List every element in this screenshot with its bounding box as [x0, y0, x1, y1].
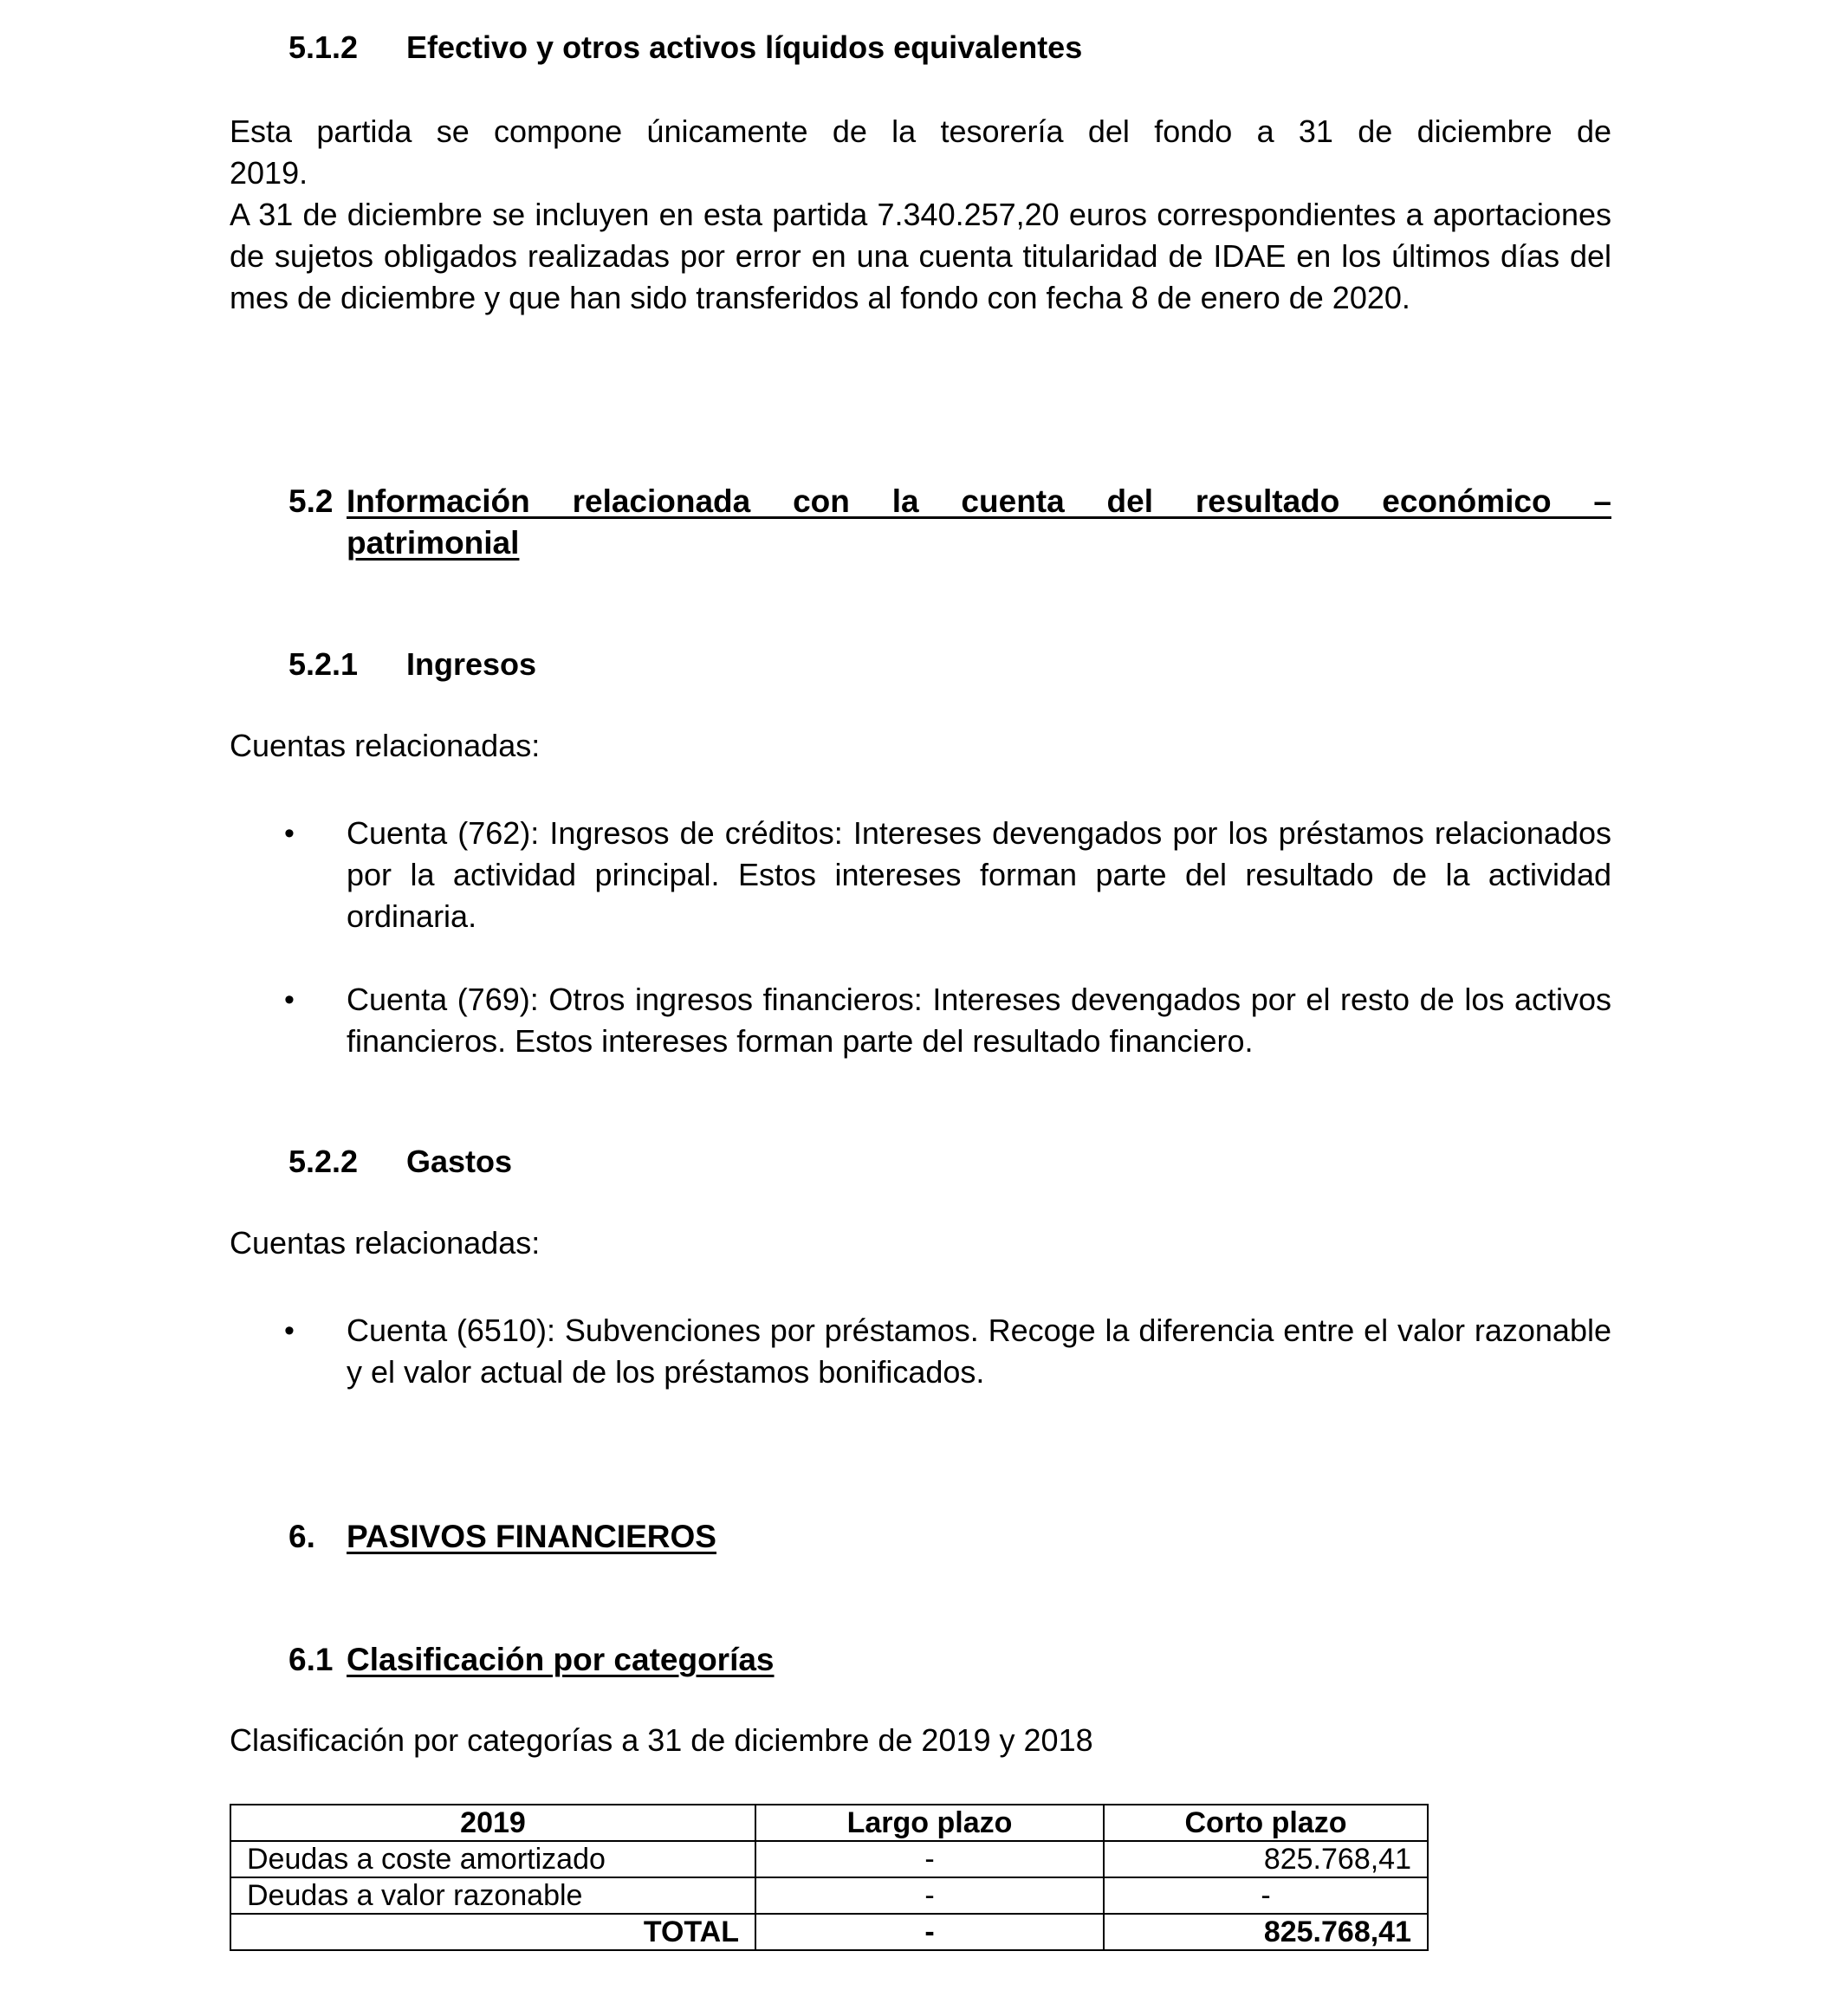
section-5-2-1-heading	[288, 646, 536, 683]
section-5-1-2-heading	[288, 29, 1082, 66]
section-title: Ingresos	[406, 646, 537, 682]
paragraph-line: 2019.	[230, 155, 308, 191]
column-header: Corto plazo	[1104, 1805, 1428, 1841]
table-row	[230, 1841, 1428, 1877]
list-item-text: Cuenta (6510): Subvenciones por préstamos. Recoge la diferencia entre el valor razonable y el valor actual de los préstamos bonificados.	[347, 1313, 1611, 1390]
column-header: 2019	[230, 1805, 755, 1841]
section-number: 5.1.2	[288, 29, 359, 65]
table-cell: TOTAL	[230, 1914, 755, 1950]
financial-liabilities-table	[230, 1804, 1429, 1951]
table-header-row	[230, 1805, 1428, 1841]
section-title: Clasificación por categorías	[347, 1642, 775, 1677]
table-cell: 825.768,41	[1104, 1841, 1428, 1877]
table-cell: Deudas a coste amortizado	[230, 1841, 755, 1877]
table-cell: -	[755, 1841, 1104, 1877]
table-row	[230, 1877, 1428, 1914]
related-accounts-intro: Cuentas relacionadas:	[230, 1225, 541, 1261]
bullet-icon: •	[284, 983, 295, 1016]
table-cell: -	[755, 1914, 1104, 1950]
table-caption: Clasificación por categorías a 31 de diciembre de 2019 y 2018	[230, 1722, 1093, 1758]
paragraph-contributions: A 31 de diciembre se incluyen en esta partida 7.340.257,20 euros correspondientes a aportaciones de sujetos obligados realizadas por error en una cuenta titularidad de IDAE en los últimos días del mes de diciembre y que han sido transferidos al fondo con fecha 8 de enero de 2020.	[230, 197, 1611, 315]
section-number: 5.2	[288, 483, 334, 519]
paragraph-line: Esta partida se compone únicamente de la tesorería del fondo a 31 de diciembre de	[230, 113, 1611, 149]
section-title: Gastos	[406, 1144, 513, 1179]
list-item	[284, 813, 1611, 943]
list-item-text: Cuenta (762): Ingresos de créditos: Intereses devengados por los préstamos relacionados por la actividad principal. Estos intereses forman parte del resultado de la actividad ordinaria.	[347, 815, 1611, 934]
table-cell: -	[1104, 1877, 1428, 1914]
column-header: Largo plazo	[755, 1805, 1104, 1841]
list-item-text: Cuenta (769): Otros ingresos financieros: Intereses devengados por el resto de los activos financieros. Estos intereses forman parte del resultado financiero.	[347, 982, 1611, 1059]
table-total-row	[230, 1914, 1428, 1950]
section-number: 5.2.1	[288, 646, 359, 682]
section-number: 5.2.2	[288, 1144, 359, 1179]
table-cell: Deudas a valor razonable	[230, 1877, 755, 1914]
section-6-1-heading	[288, 1639, 1068, 1681]
paragraph-treasury	[230, 111, 1611, 194]
bullet-icon: •	[284, 817, 295, 850]
section-title: PASIVOS FINANCIEROS	[347, 1519, 716, 1554]
section-number: 6.	[288, 1519, 315, 1554]
section-title-line: patrimonial	[347, 525, 520, 561]
section-6-heading	[288, 1516, 1068, 1558]
list-item	[284, 1310, 1611, 1397]
section-5-2-heading	[288, 481, 1611, 564]
related-accounts-intro: Cuentas relacionadas:	[230, 728, 541, 763]
table-cell: -	[755, 1877, 1104, 1914]
section-5-2-2-heading	[288, 1144, 512, 1180]
table-cell: 825.768,41	[1104, 1914, 1428, 1950]
bullet-icon: •	[284, 1314, 295, 1347]
section-title-line: Información relacionada con la cuenta del resultado económico –	[347, 483, 1611, 519]
section-title: Efectivo y otros activos líquidos equivalentes	[406, 29, 1083, 65]
list-item	[284, 979, 1611, 1066]
section-number: 6.1	[288, 1642, 334, 1677]
